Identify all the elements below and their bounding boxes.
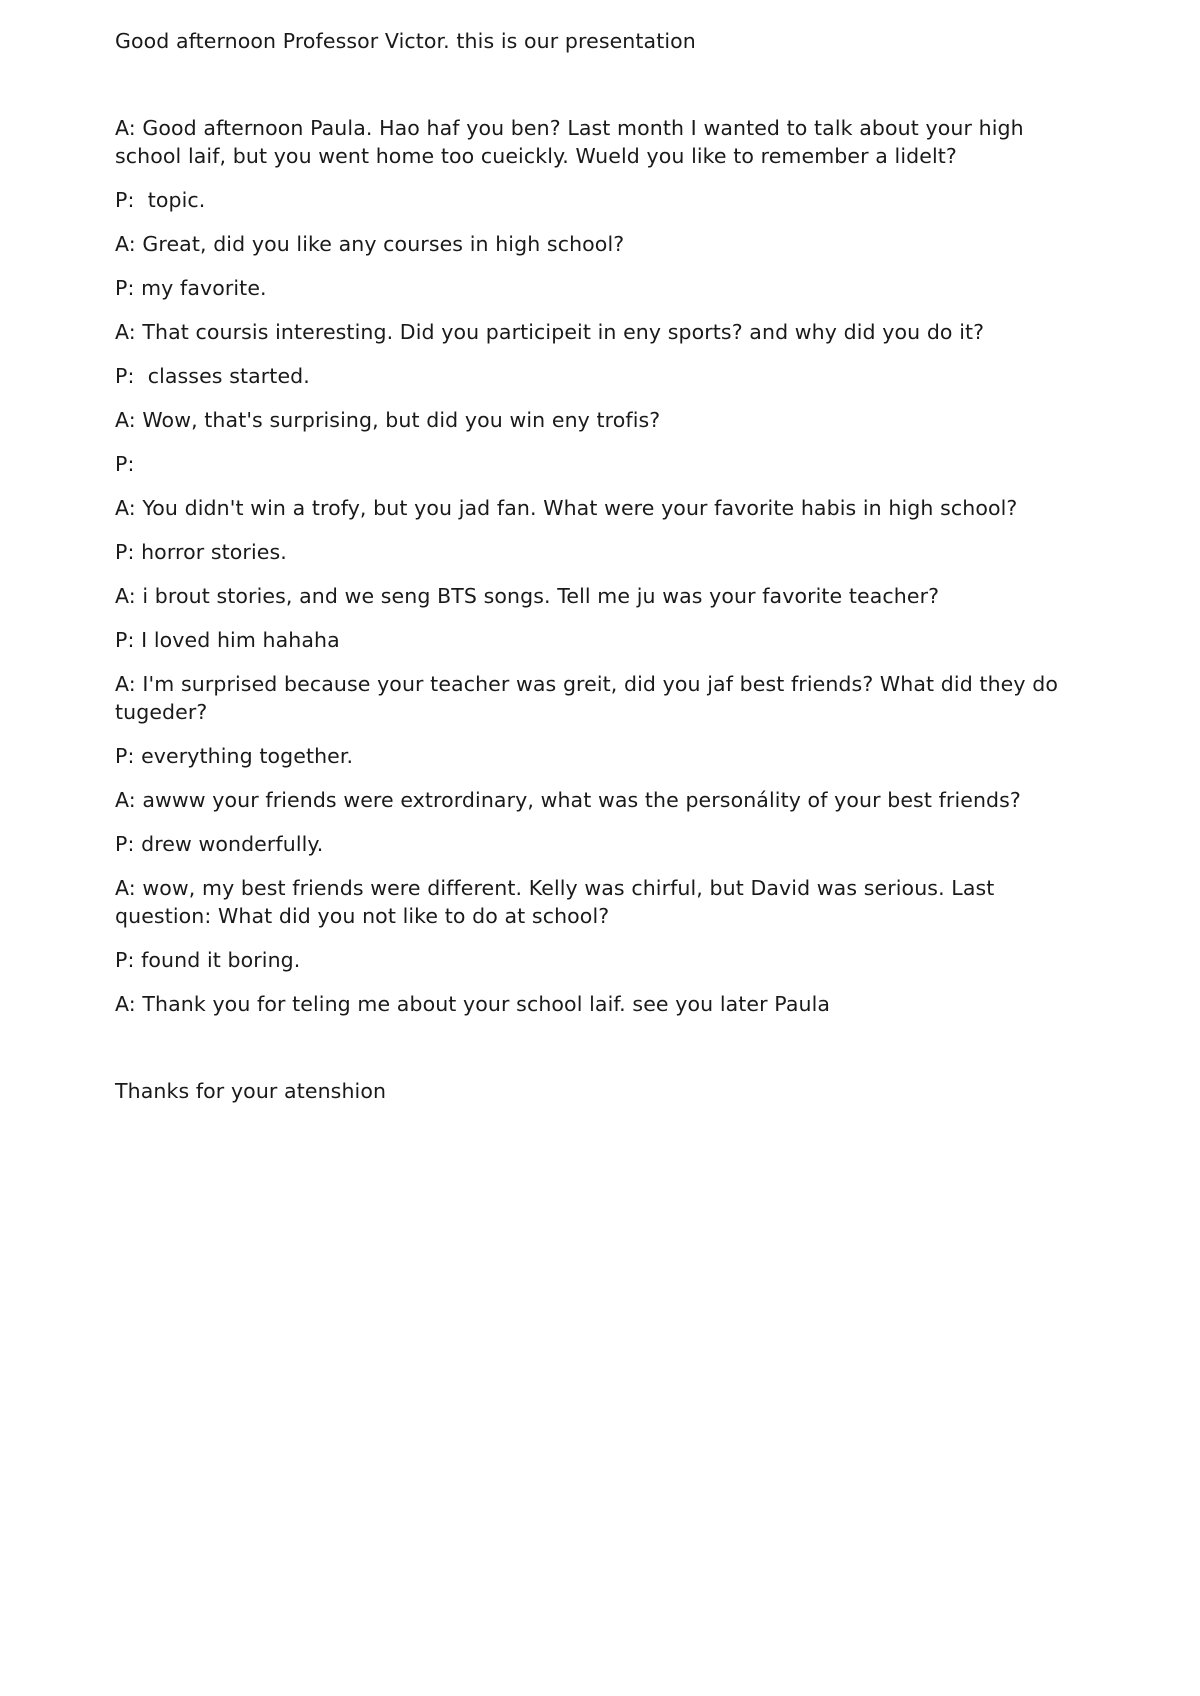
dialogue-line: A: Thank you for teling me about your school laif. see you later Paula [115, 992, 831, 1016]
dialogue-line: P: I loved him hahaha [115, 628, 340, 652]
dialogue-line: P: my favorite. [115, 276, 267, 300]
document-body [115, 27, 1075, 1105]
dialogue-line: A: Wow, that's surprising, but did you win eny trofis? [115, 408, 661, 432]
dialogue-line: P: found it boring. [115, 948, 301, 972]
dialogue-line: P: classes started. [115, 364, 310, 388]
dialogue-line: A: You didn't win a trofy, but you jad fan. What were your favorite habis in high school? [115, 496, 1018, 520]
dialogue-line: P: topic. [115, 188, 206, 212]
dialogue-line: P: drew wonderfully. [115, 832, 324, 856]
greeting-line: Good afternoon Professor Victor. this is our presentation [115, 29, 696, 53]
dialogue-line: P: [115, 452, 135, 476]
dialogue-line: P: everything together. [115, 744, 354, 768]
dialogue-line: A: wow, my best friends were different. Kelly was chirful, but David was serious. Last question: What did you not like to do at school? [115, 876, 1002, 928]
dialogue-line: A: awww your friends were extrordinary, what was the personálity of your best friends? [115, 788, 1021, 812]
dialogue-line: A: i brout stories, and we seng BTS songs. Tell me ju was your favorite teacher? [115, 584, 940, 608]
dialogue-line: A: I'm surprised because your teacher was greit, did you jaf best friends? What did they do tugeder? [115, 672, 1065, 724]
closing-line: Thanks for your atenshion [115, 1079, 387, 1103]
dialogue-line: A: Great, did you like any courses in high school? [115, 232, 625, 256]
dialogue-line: P: horror stories. [115, 540, 287, 564]
dialogue-line: A: Good afternoon Paula. Hao haf you ben? Last month I wanted to talk about your high school laif, but you went home too cueickly. Wueld you like to remember a lidelt? [115, 116, 1031, 168]
dialogue-line: A: That coursis interesting. Did you participeit in eny sports? and why did you do it? [115, 320, 985, 344]
